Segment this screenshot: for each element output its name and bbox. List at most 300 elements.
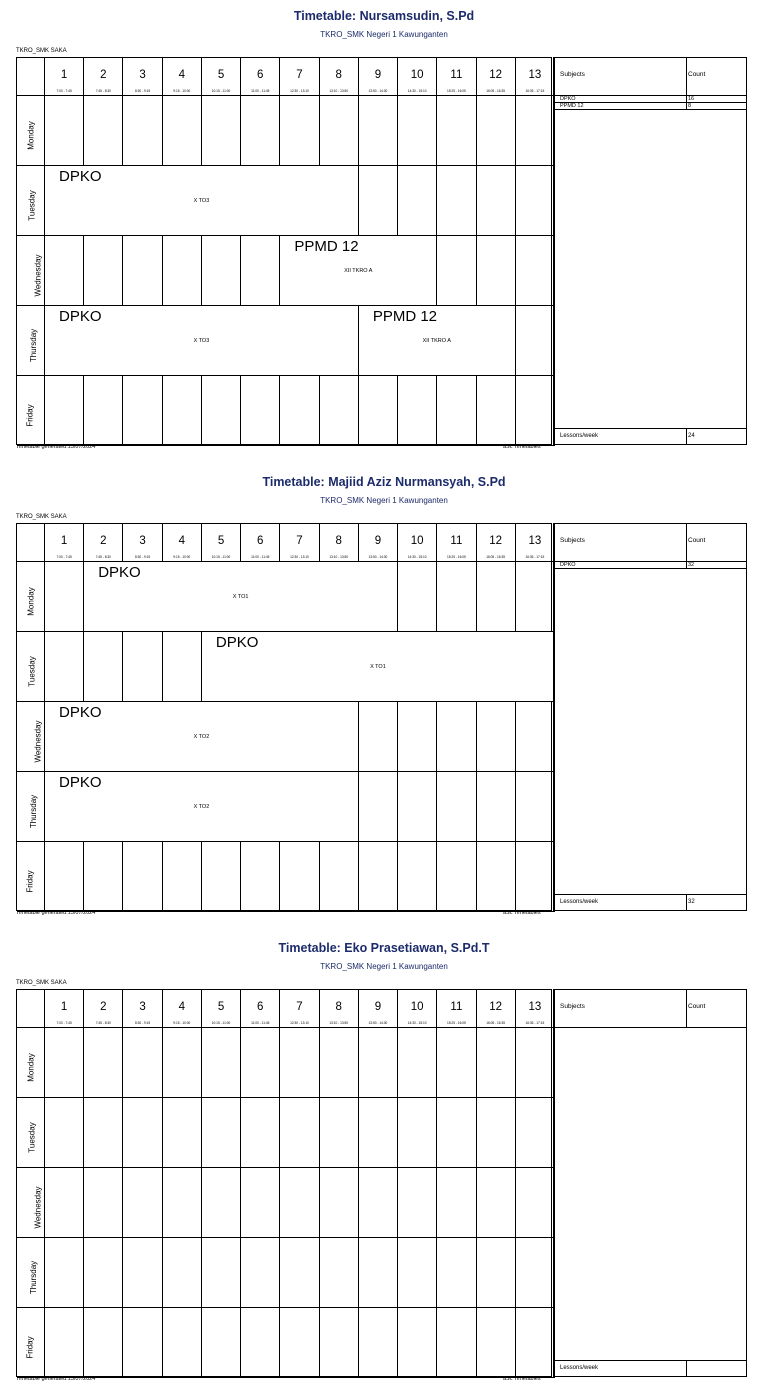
corner-cell [17,990,45,1028]
slot-cell [202,1098,241,1168]
subject-count: 16 [688,96,695,102]
slot-cell [45,632,84,702]
period-header [280,524,319,562]
day-label: Thursday [29,328,39,362]
lesson-subject: DPKO [59,308,102,325]
slot-cell [477,562,516,632]
lesson-subject: PPMD 12 [372,308,438,325]
subject-count: 8 [688,103,692,109]
period-header [398,524,437,562]
day-cell [17,96,45,166]
slot-cell [516,772,555,842]
lessons-week-row [554,1360,746,1376]
period-time: 8:30 - 9:15 [134,1021,151,1025]
period-number: 9 [374,535,382,547]
school-code: TKRO_SMK SAKA [16,514,67,520]
day-label-wrap [17,719,44,763]
period-time: 7:45 - 8:30 [95,1021,111,1025]
slot-cell [477,1168,516,1238]
slot-cell [123,1168,162,1238]
period-header [477,990,516,1028]
period-time: 15:25 - 16:05 [447,1021,466,1025]
day-cell [17,842,45,912]
slot-cell [163,632,202,702]
lessons-week-row [554,428,746,444]
slot-cell [163,842,202,912]
period-header [477,58,516,96]
period-header [398,990,437,1028]
slot-cell [45,1168,84,1238]
period-time: 13:10 - 13:50 [329,1021,349,1025]
lesson-class: X TO3 [193,197,210,204]
day-label-wrap [17,1185,44,1229]
period-time: 16:35 - 17:15 [525,89,545,93]
slot-cell [280,1308,319,1378]
period-header [280,990,319,1028]
slot-cell [123,1238,162,1308]
slot-cell [202,376,241,446]
slot-cell [516,562,555,632]
slot-cell [359,1238,398,1308]
period-number: 12 [489,69,503,81]
day-label-wrap [17,869,44,893]
slot-cell [320,376,359,446]
period-number: 7 [296,1001,303,1013]
slot-cell [123,376,162,446]
day-label: Friday [25,403,35,427]
period-time: 16:05 - 16:35 [486,89,506,93]
slot-cell [398,376,437,446]
period-time: 11:00 - 11:45 [251,89,270,93]
slot-cell [320,1168,359,1238]
period-number: 1 [60,535,68,547]
slot-cell [45,236,84,306]
day-cell [17,772,45,842]
slot-cell [320,1238,359,1308]
period-header [437,524,476,562]
period-time: 16:35 - 17:15 [525,1021,545,1025]
period-header [241,58,280,96]
period-time: 15:25 - 16:05 [447,555,466,559]
slot-cell [398,1238,437,1308]
period-header [516,524,555,562]
day-cell [17,632,45,702]
period-number: 11 [450,69,463,81]
slot-cell [202,96,241,166]
slot-cell [84,236,123,306]
day-label: Thursday [29,794,39,828]
period-header [241,524,280,562]
slot-cell [123,842,162,912]
slot-cell [477,702,516,772]
period-header [320,990,359,1028]
slot-cell [437,702,476,772]
period-header [202,990,241,1028]
day-cell [17,1028,45,1098]
period-number: 7 [296,535,303,547]
lesson-subject: DPKO [59,774,102,791]
timetable-section [0,0,768,466]
subjects-label: Subjects [560,71,585,78]
day-label: Wednesday [33,253,43,297]
period-header [84,990,123,1028]
period-time: 7:45 - 8:30 [95,555,111,559]
slot-cell [516,1238,555,1308]
slot-cell [398,1168,437,1238]
slot-cell [359,1028,398,1098]
slot-cell [516,236,555,306]
timetable-section [0,466,768,932]
slot-cell [437,562,476,632]
period-number: 1 [60,69,68,81]
slot-cell [202,1168,241,1238]
period-header [320,58,359,96]
slot-cell [241,1098,280,1168]
period-header [359,524,398,562]
lesson-block [45,306,359,376]
slot-cell [477,376,516,446]
day-cell [17,1098,45,1168]
period-time: 16:05 - 16:35 [486,555,506,559]
timetable-title: Timetable: Majiid Aziz Nurmansyah, S.Pd [262,475,506,489]
period-time: 12:30 - 13:10 [290,555,309,559]
subject-name: PPMD 12 [560,103,584,109]
school-name: TKRO_SMK Negeri 1 Kawunganten [320,30,448,39]
slot-cell [437,236,476,306]
period-time: 14:30 - 15:10 [407,555,427,559]
lesson-block [45,772,359,842]
day-label-wrap [17,794,44,828]
slot-cell [163,236,202,306]
subjects-panel [553,523,747,911]
subject-row [554,103,746,110]
period-number: 7 [296,69,303,81]
slot-cell [202,1238,241,1308]
subjects-label: Subjects [560,537,585,544]
slot-cell [437,842,476,912]
slot-cell [45,1028,84,1098]
period-header [123,524,162,562]
period-time: 13:50 - 14:30 [368,1021,388,1025]
slot-cell [84,1098,123,1168]
slot-cell [477,1308,516,1378]
slot-cell [241,842,280,912]
lessons-week-label: Lessons/week [560,433,599,439]
subjects-panel [553,57,747,445]
period-time: 13:50 - 14:30 [368,89,388,93]
slot-cell [202,1028,241,1098]
day-label-wrap [17,1335,44,1359]
day-label-wrap [17,586,44,616]
slot-cell [398,772,437,842]
lesson-class: XII TKRO A [344,267,373,274]
day-label-wrap [17,120,44,150]
day-label-wrap [17,1052,44,1082]
period-time: 12:30 - 13:10 [290,1021,309,1025]
slot-cell [437,772,476,842]
period-number: 3 [139,69,146,81]
timetable-grid [16,57,552,445]
divider [686,429,687,445]
period-time: 8:30 - 9:15 [134,89,151,93]
period-time: 8:30 - 9:15 [134,555,151,559]
slot-cell [84,632,123,702]
slot-cell [398,1028,437,1098]
period-time: 13:50 - 14:30 [368,555,388,559]
slot-cell [437,1168,476,1238]
period-number: 10 [410,535,424,547]
school-name: TKRO_SMK Negeri 1 Kawunganten [320,962,448,971]
slot-cell [84,842,123,912]
period-time: 9:15 - 10:00 [173,1021,191,1025]
slot-cell [123,96,162,166]
period-number: 4 [178,1001,185,1013]
period-time: 16:05 - 16:35 [486,1021,506,1025]
day-label: Wednesday [33,719,43,763]
subjects-panel [553,989,747,1377]
subject-row [554,562,746,569]
period-header [280,58,319,96]
period-header [359,58,398,96]
corner-cell [17,524,45,562]
day-label-wrap [17,403,44,427]
slot-cell [45,1098,84,1168]
slot-cell [202,236,241,306]
slot-cell [163,1308,202,1378]
corner-cell [17,58,45,96]
slot-cell [163,1168,202,1238]
period-time: 11:00 - 11:45 [251,555,270,559]
lesson-class: X TO1 [370,663,386,670]
slot-cell [398,1098,437,1168]
day-label: Friday [25,869,35,893]
day-label: Monday [26,1052,36,1082]
slot-cell [437,166,476,236]
slot-cell [280,842,319,912]
slot-cell [280,1238,319,1308]
period-number: 10 [410,69,424,81]
lesson-block [84,562,398,632]
school-code: TKRO_SMK SAKA [16,48,67,54]
slot-cell [516,1308,555,1378]
day-cell [17,702,45,772]
lesson-subject: DPKO [59,168,102,185]
slot-cell [320,96,359,166]
timetable-title: Timetable: Nursamsudin, S.Pd [293,9,475,23]
slot-cell [123,1028,162,1098]
slot-cell [280,1098,319,1168]
period-time: 7:00 - 7:45 [56,89,72,93]
slot-cell [241,1238,280,1308]
slot-cell [241,236,280,306]
day-label: Thursday [29,1260,39,1294]
slot-cell [359,1308,398,1378]
slot-cell [45,1238,84,1308]
slot-cell [123,632,162,702]
slot-cell [516,1168,555,1238]
slot-cell [437,376,476,446]
subjects-header [554,524,746,562]
lesson-block [45,166,359,236]
day-cell [17,1168,45,1238]
slot-cell [45,1308,84,1378]
slot-cell [477,1238,516,1308]
slot-cell [320,1028,359,1098]
period-header [163,58,202,96]
count-label: Count [688,537,706,544]
period-time: 9:15 - 10:00 [173,89,191,93]
period-header [241,990,280,1028]
slot-cell [280,1028,319,1098]
period-header [437,58,476,96]
period-header [516,58,555,96]
slot-cell [477,772,516,842]
period-number: 13 [528,1001,542,1013]
subject-count: 32 [688,562,695,568]
slot-cell [123,236,162,306]
period-number: 6 [257,69,264,81]
slot-cell [280,1168,319,1238]
count-label: Count [688,71,706,78]
divider [686,562,687,569]
period-header [437,990,476,1028]
lessons-week-value: 32 [688,899,695,905]
slot-cell [516,1098,555,1168]
slot-cell [84,96,123,166]
lessons-week-row [554,894,746,910]
slot-cell [320,1308,359,1378]
slot-cell [163,376,202,446]
day-label: Tuesday [27,1121,37,1153]
period-number: 2 [100,69,107,81]
period-time: 11:00 - 11:45 [251,1021,270,1025]
period-header [163,524,202,562]
slot-cell [241,1168,280,1238]
slot-cell [477,1098,516,1168]
period-header [359,990,398,1028]
generated-date: Timetable generated:13/07/2024 [16,444,96,450]
asc-credit: aSc Timetables [503,910,541,916]
lessons-week-value: 24 [688,433,695,439]
timetable-grid [16,523,552,911]
day-cell [17,166,45,236]
slot-cell [359,1098,398,1168]
slot-cell [516,842,555,912]
period-number: 9 [374,1001,382,1013]
day-label: Monday [26,120,36,150]
day-label: Friday [25,1335,35,1359]
slot-cell [477,842,516,912]
period-number: 5 [217,1001,225,1013]
period-time: 10:15 - 11:00 [211,1021,231,1025]
lesson-block [45,702,359,772]
slot-cell [437,1028,476,1098]
period-number: 5 [217,535,225,547]
lesson-block [280,236,437,306]
slot-cell [45,96,84,166]
slot-cell [398,842,437,912]
day-cell [17,1238,45,1308]
slot-cell [398,96,437,166]
slot-cell [398,1308,437,1378]
slot-cell [398,166,437,236]
slot-cell [359,1168,398,1238]
slot-cell [241,1028,280,1098]
period-time: 10:15 - 11:00 [211,89,231,93]
period-number: 12 [489,535,503,547]
day-label: Wednesday [33,1185,43,1229]
generated-date: Timetable generated:13/07/2024 [16,1376,96,1382]
period-number: 11 [450,535,463,547]
slot-cell [45,562,84,632]
period-header [202,524,241,562]
lesson-subject: DPKO [215,634,259,651]
slot-cell [477,96,516,166]
slot-cell [84,1028,123,1098]
day-label-wrap [17,328,44,362]
slot-cell [163,1028,202,1098]
period-number: 1 [60,1001,68,1013]
period-header [123,58,162,96]
slot-cell [477,236,516,306]
slot-cell [84,1168,123,1238]
period-number: 2 [100,535,107,547]
lesson-block [359,306,516,376]
slot-cell [84,376,123,446]
lessons-week-label: Lessons/week [560,899,599,905]
slot-cell [84,1308,123,1378]
period-time: 15:25 - 16:05 [447,89,466,93]
period-header [477,524,516,562]
period-time: 13:10 - 13:50 [329,89,349,93]
slot-cell [516,306,555,376]
period-header [45,524,84,562]
subjects-header [554,990,746,1028]
slot-cell [398,702,437,772]
period-time: 9:15 - 10:00 [173,555,191,559]
day-label: Tuesday [27,655,37,687]
day-label-wrap [17,1260,44,1294]
period-time: 12:30 - 13:10 [290,89,309,93]
slot-cell [202,1308,241,1378]
period-time: 7:00 - 7:45 [56,555,72,559]
period-number: 8 [335,1001,342,1013]
lesson-subject: DPKO [98,564,141,581]
lesson-class: X TO3 [193,337,210,344]
divider [686,58,687,96]
period-header [163,990,202,1028]
slot-cell [320,1098,359,1168]
period-number: 6 [257,1001,264,1013]
slot-cell [280,376,319,446]
slot-cell [241,1308,280,1378]
school-code: TKRO_SMK SAKA [16,980,67,986]
slot-cell [45,842,84,912]
period-time: 14:30 - 15:10 [407,89,427,93]
period-number: 8 [335,535,342,547]
period-time: 7:45 - 8:30 [95,89,111,93]
divider [686,1361,687,1377]
lesson-class: X TO1 [232,593,249,600]
day-label: Monday [26,586,36,616]
slot-cell [123,1308,162,1378]
slot-cell [516,96,555,166]
timetable-section [0,932,768,1398]
period-header [45,990,84,1028]
day-label-wrap [17,253,44,297]
lesson-class: X TO2 [193,733,210,740]
period-time: 14:30 - 15:10 [407,1021,427,1025]
